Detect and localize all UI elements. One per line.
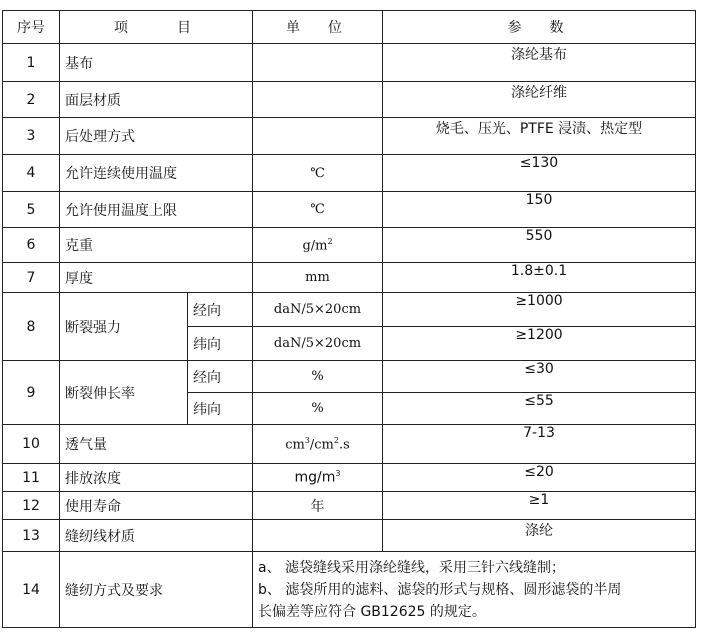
table-row	[3, 361, 696, 393]
row-item: 使用寿命	[60, 492, 253, 520]
requirement-a: a、 滤袋缝线采用涤纶缝线，采用三针六线缝制；	[258, 559, 566, 576]
table-row	[3, 44, 696, 82]
row-seq: 13	[3, 520, 60, 552]
row-param: 7-13	[383, 425, 696, 464]
unit-text: .s	[338, 437, 350, 453]
table-row	[3, 155, 696, 192]
header-param: 参 数	[383, 11, 696, 44]
row-seq: 7	[3, 263, 60, 293]
row-unit: daN/5×20cm	[253, 293, 383, 327]
unit-text: cm	[285, 437, 305, 453]
row-param: 涤纶	[383, 520, 696, 552]
table-row	[3, 82, 696, 118]
row-param: ≥1200	[383, 327, 696, 361]
row-unit: %	[253, 361, 383, 393]
row-param: ≥1000	[383, 293, 696, 327]
row-unit	[253, 118, 383, 155]
row-subitem: 经向	[188, 361, 253, 393]
row-seq: 12	[3, 492, 60, 520]
row-item: 允许连续使用温度	[60, 155, 253, 192]
table-row	[3, 263, 696, 293]
row-seq: 5	[3, 192, 60, 228]
row-unit: mm	[253, 263, 383, 293]
row-param: 150	[383, 192, 696, 228]
row-param: ≤20	[383, 464, 696, 492]
row-unit: ℃	[253, 192, 383, 228]
row-param: ≥1	[383, 492, 696, 520]
row-param: ≤30	[383, 361, 696, 393]
row-seq: 2	[3, 82, 60, 118]
row-item: 基布	[60, 44, 253, 82]
unit-superscript: 3	[335, 469, 341, 479]
row-item: 后处理方式	[60, 118, 253, 155]
table-row	[3, 464, 696, 492]
table-row	[3, 520, 696, 552]
header-item: 项 目	[60, 11, 253, 44]
row-param: 550	[383, 228, 696, 263]
row-unit: daN/5×20cm	[253, 327, 383, 361]
row-item: 厚度	[60, 263, 253, 293]
table-row	[3, 552, 696, 628]
header-seq: 序号	[3, 11, 60, 44]
table-row	[3, 492, 696, 520]
unit-superscript: 3	[304, 435, 310, 445]
row-item: 缝纫方式及要求	[60, 552, 253, 628]
row-seq: 4	[3, 155, 60, 192]
requirement-b-line2: 长偏差等应符合 GB12625 的规定。	[258, 603, 486, 620]
row-param: ≤130	[383, 155, 696, 192]
row-seq: 8	[3, 293, 60, 361]
row-unit: 年	[253, 492, 383, 520]
row-item: 克重	[60, 228, 253, 263]
row-unit: ℃	[253, 155, 383, 192]
unit-text: /cm	[309, 437, 334, 453]
row-item: 断裂强力	[60, 293, 188, 361]
unit-text: mg/m	[294, 469, 336, 486]
row-seq: 14	[3, 552, 60, 628]
row-param: 涤纶纤维	[383, 82, 696, 118]
unit-superscript: 2	[327, 236, 333, 246]
row-item: 缝纫线材质	[60, 520, 253, 552]
row-item: 面层材质	[60, 82, 253, 118]
row-seq: 6	[3, 228, 60, 263]
unit-superscript: 2	[333, 435, 339, 445]
row-unit	[253, 82, 383, 118]
row-seq: 9	[3, 361, 60, 425]
table-row	[3, 118, 696, 155]
row-item: 断裂伸长率	[60, 361, 188, 425]
table-row	[3, 192, 696, 228]
row-seq: 11	[3, 464, 60, 492]
row-param: ≤55	[383, 393, 696, 425]
row-param: 烧毛、压光、PTFE 浸渍、热定型	[383, 118, 696, 155]
row-unit	[253, 425, 383, 464]
row-item: 透气量	[60, 425, 253, 464]
spec-table	[2, 10, 696, 628]
row-unit	[253, 44, 383, 82]
row-subitem: 纬向	[188, 327, 253, 361]
requirement-b-line1: b、 滤袋所用的滤料、滤袋的形式与规格、圆形滤袋的半周	[258, 581, 622, 598]
row-unit: %	[253, 393, 383, 425]
row-param: 1.8±0.1	[383, 263, 696, 293]
header-unit: 单 位	[253, 11, 383, 44]
table-row	[3, 425, 696, 464]
unit-text: g/m	[302, 238, 328, 254]
table-header-row	[3, 11, 696, 44]
row-item: 允许使用温度上限	[60, 192, 253, 228]
table-row	[3, 228, 696, 263]
row-item: 排放浓度	[60, 464, 253, 492]
row-seq: 10	[3, 425, 60, 464]
row-seq: 3	[3, 118, 60, 155]
table-row	[3, 293, 696, 327]
row-subitem: 纬向	[188, 393, 253, 425]
row-subitem: 经向	[188, 293, 253, 327]
row-param: 涤纶基布	[383, 44, 696, 82]
sewing-requirements	[253, 552, 696, 628]
row-unit	[253, 520, 383, 552]
row-unit	[253, 464, 383, 492]
row-unit	[253, 228, 383, 263]
row-seq: 1	[3, 44, 60, 82]
